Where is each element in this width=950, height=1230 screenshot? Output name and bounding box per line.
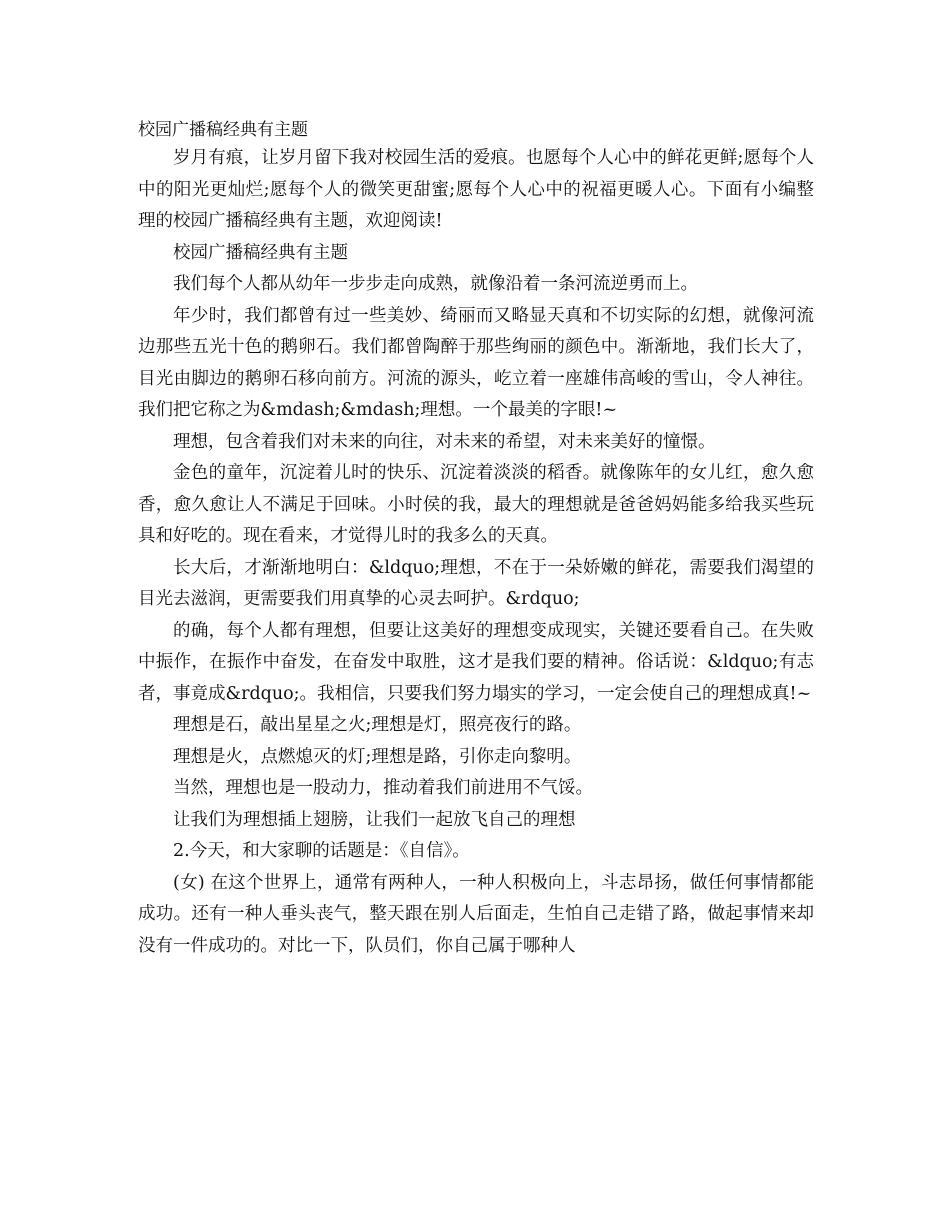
paragraph-ideal-stone: 理想是石，敲出星星之火;理想是灯，照亮夜行的路。	[173, 715, 582, 735]
paragraph-ideal-definition: 理想，包含着我们对未来的向往，对未来的希望，对未来美好的憧憬。	[173, 431, 716, 452]
paragraph-wings: 让我们为理想插上翅膀，让我们一起放飞自己的理想	[173, 809, 576, 830]
paragraph-growing-up: 长大后，才渐渐地明白：&ldquo;理想，不在于一朵娇嫩的鲜花，需要我们渴望的目光去滋润，更需要我们用真挚的心灵去呵护。&rdquo;	[138, 557, 814, 609]
paragraph-two-kinds: (女) 在这个世界上，通常有两种人，一种人积极向上，斗志昂扬，做任何事情都能成功。还有一种人垂头丧气，整天跟在别人后面走，生怕自己走错了路，做起事情来却没有一件成功的。对比一下，队员们，你自己属于哪种人	[138, 872, 814, 956]
paragraph-effort: 的确，每个人都有理想，但要让这美好的理想变成现实，关键还要看自己。在失败中振作，在振作中奋发，在奋发中取胜，这才是我们要的精神。俗话说：&ldquo;有志者，事竟成&rdquo;。我相信，只要我们努力塌实的学习，一定会使自己的理想成真!~	[138, 620, 814, 704]
paragraph-growth: 我们每个人都从幼年一步步走向成熟，就像沿着一条河流逆勇而上。	[173, 274, 698, 294]
document-title: 校园广播稿经典有主题	[138, 120, 308, 140]
document-page	[138, 118, 814, 962]
paragraph-youth-dreams: 年少时，我们都曾有过一些美妙、绮丽而又略显天真和不切实际的幻想，就像河流边那些五光十色的鹅卵石。我们都曾陶醉于那些绚丽的颜色中。渐渐地，我们长大了，目光由脚边的鹅卵石移向前方。河流的源头，屹立着一座雄伟高峻的雪山，令人神往。我们把它称之为&mdash;&mdash;理想。一个最美的字眼!~	[138, 305, 814, 420]
paragraph-subtitle: 校园广播稿经典有主题	[173, 242, 348, 263]
paragraph-motivation: 当然，理想也是一股动力，推动着我们前进用不气馁。	[173, 778, 593, 798]
paragraph-intro: 岁月有痕，让岁月留下我对校园生活的爱痕。也愿每个人心中的鲜花更鲜;愿每个人中的阳光更灿烂;愿每个人的微笑更甜蜜;愿每个人心中的祝福更暖人心。下面有小编整理的校园广播稿经典有主题，欢迎阅读!	[138, 148, 814, 231]
paragraph-topic-confidence: 2.今天，和大家聊的话题是：《自信》。	[173, 841, 470, 861]
paragraph-childhood: 金色的童年，沉淀着儿时的快乐、沉淀着淡淡的稻香。就像陈年的女儿红，愈久愈香，愈久愈让人不满足于回味。小时侯的我，最大的理想就是爸爸妈妈能多给我买些玩具和好吃的。现在看来，才觉得儿时的我多么的天真。	[138, 463, 814, 546]
paragraph-ideal-fire: 理想是火，点燃熄灭的灯;理想是路，引你走向黎明。	[173, 746, 582, 767]
